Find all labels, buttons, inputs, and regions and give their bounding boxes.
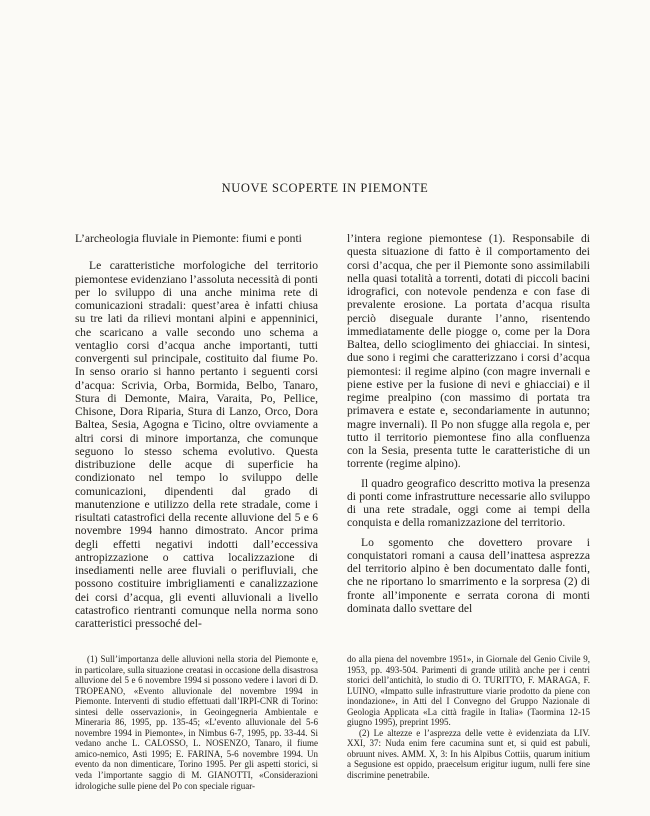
left-column	[75, 232, 318, 630]
paragraph: Lo sgomento che dovettero provare i conquistatori romani a causa dell’inattesa asprezza del territorio alpino è ben documentato dalle fonti, che ne riportano lo smarrimento e la sorpresa (2) di fronte all’imponente e serrata corona di monti dominata dallo svettare del	[347, 535, 590, 615]
body-text	[75, 232, 590, 630]
paragraph: Il quadro geografico descritto motiva la presenza di ponti come infrastrutture necessarie allo sviluppo di una rete stradale, oggi come ai tempi della conquista e della romanizzazione del territorio.	[347, 476, 590, 530]
paragraph: Le caratteristiche morfologiche del territorio piemontese evidenziano l’assoluta necessità di ponti per lo sviluppo di una anche minima rete di comunicazioni stradali: quest’area è infatti chiusa su tre lati da rilievi montani alpini e appenninici, che scaricano a valle secondo uno schema a ventaglio corsi d’acqua anche importanti, tutti convergenti sul principale, costituito dal fiume Po. In senso orario si hanno pertanto i seguenti corsi d’acqua: Scrivia, Orba, Bormida, Belbo, Tanaro, Stura di Demonte, Maira, Varaita, Po, Pellice, Chisone, Dora Riparia, Stura di Lanzo, Orco, Dora Baltea, Sesia, Agogna e Ticino, oltre ovviamente a altri corsi di minore importanza, che comunque seguono lo stesso schema evolutivo. Questa distribuzione delle acque di superficie ha condizionato nel tempo lo sviluppo delle comunicazioni, dipendenti dal grado di manutenzione e utilizzo della rete stradale, come i risultati catastrofici della recente alluvione del 5 e 6 novembre 1994 hanno dimostrato. Ancor prima degli effetti negativi indotti dall’eccessiva antropizzazione o cattiva localizzazione di insediamenti nelle aree fluviali o perifluviali, che possono costituire imbrigliamenti e canalizzazione dei corsi d’acqua, gli eventi alluvionali a livello catastrofico rientranti comunque nella norma sono caratteristici pressoché del-	[75, 259, 318, 630]
footnotes-left	[75, 654, 318, 791]
footnotes	[75, 654, 590, 791]
right-column	[347, 232, 590, 630]
footnote-1: (1) Sull’importanza delle alluvioni nella storia del Piemonte e, in particolare, sulla situazione creatasi in occasione della disastrosa alluvione del 5 e 6 novembre 1994 si possono vedere i lavori di D. TROPEANO, «Evento alluvionale del novembre 1994 in Piemonte. Interventi di studio effettuati dall’IRPI-CNR di Torino: sintesi delle osservazioni», in Geoingegneria Ambientale e Mineraria 86, 1995, pp. 135-45; «L’evento alluvionale del 5-6 novembre 1994 in Piemonte», in Nimbus 6-7, 1995, pp. 33-44. Si vedano anche L. CALOSSO, L. NOSENZO, Tanaro, il fiume amico-nemico, Asti 1995; E. FARINA, 5-6 novembre 1994. Un evento da non dimenticare, Torino 1995. Per gli aspetti storici, si veda l’importante saggio di M. GIANOTTI, «Considerazioni idrologiche sulle piene del Po con speciale riguar-	[75, 654, 318, 791]
footnotes-right	[347, 654, 590, 791]
footnote-1-continued: do alla piena del novembre 1951», in Giornale del Genio Civile 9, 1953, pp. 493-504. Parimenti di grande utilità anche per i centri storici dell’antichità, lo studio di O. TURITTO, F. MARAGA, F. LUINO, «Impatto sulle infrastrutture viarie prodotto da piene con inondazione», in Atti del I Convegno del Gruppo Nazionale di Geologia Applicata «La città fragile in Italia» (Taormina 12-15 giugno 1995), preprint 1995.	[347, 654, 590, 728]
page-header: NUOVE SCOPERTE IN PIEMONTE	[221, 181, 429, 195]
paragraph: l’intera regione piemontese (1). Responsabile di questa situazione di fatto è il comportamento dei corsi d’acqua, che per il Piemonte sono assimilabili nella quasi totalità a torrenti, dotati di piccoli bacini idrografici, con notevole pendenza e con fase di prevalente erosione. La portata d’acqua risulta perciò diseguale durante l’anno, risentendo immediatamente delle piogge o, come per la Dora Baltea, dello scioglimento dei ghiacciai. In sintesi, due sono i regimi che caratterizzano i corsi d’acqua piemontesi: il regime alpino (con magre invernali e piene estive per la fusione di nevi e ghiacciai) e il regime prealpino (con massimo di portata tra primavera e estate e, secondariamente in autunno; magre invernali). Il Po non sfugge alla regola e, per tutto il territorio piemontese fino alla confluenza con la Sesia, presenta tutte le caratteristiche di un torrente (regime alpino).	[347, 232, 590, 471]
footnote-2: (2) Le altezze e l’asprezza delle vette è evidenziata da LIV. XXI, 37: Nuda enim fere cacumina sunt et, si quid est pabuli, obruunt nives. AMM. X, 3: In his Alpibus Cottiis, quarum initium a Segusione est oppido, praecelsum erigitur iugum, nulli fere sine discrimine penetrabile.	[347, 727, 590, 781]
section-title: L’archeologia fluviale in Piemonte: fiumi e ponti	[75, 232, 302, 245]
